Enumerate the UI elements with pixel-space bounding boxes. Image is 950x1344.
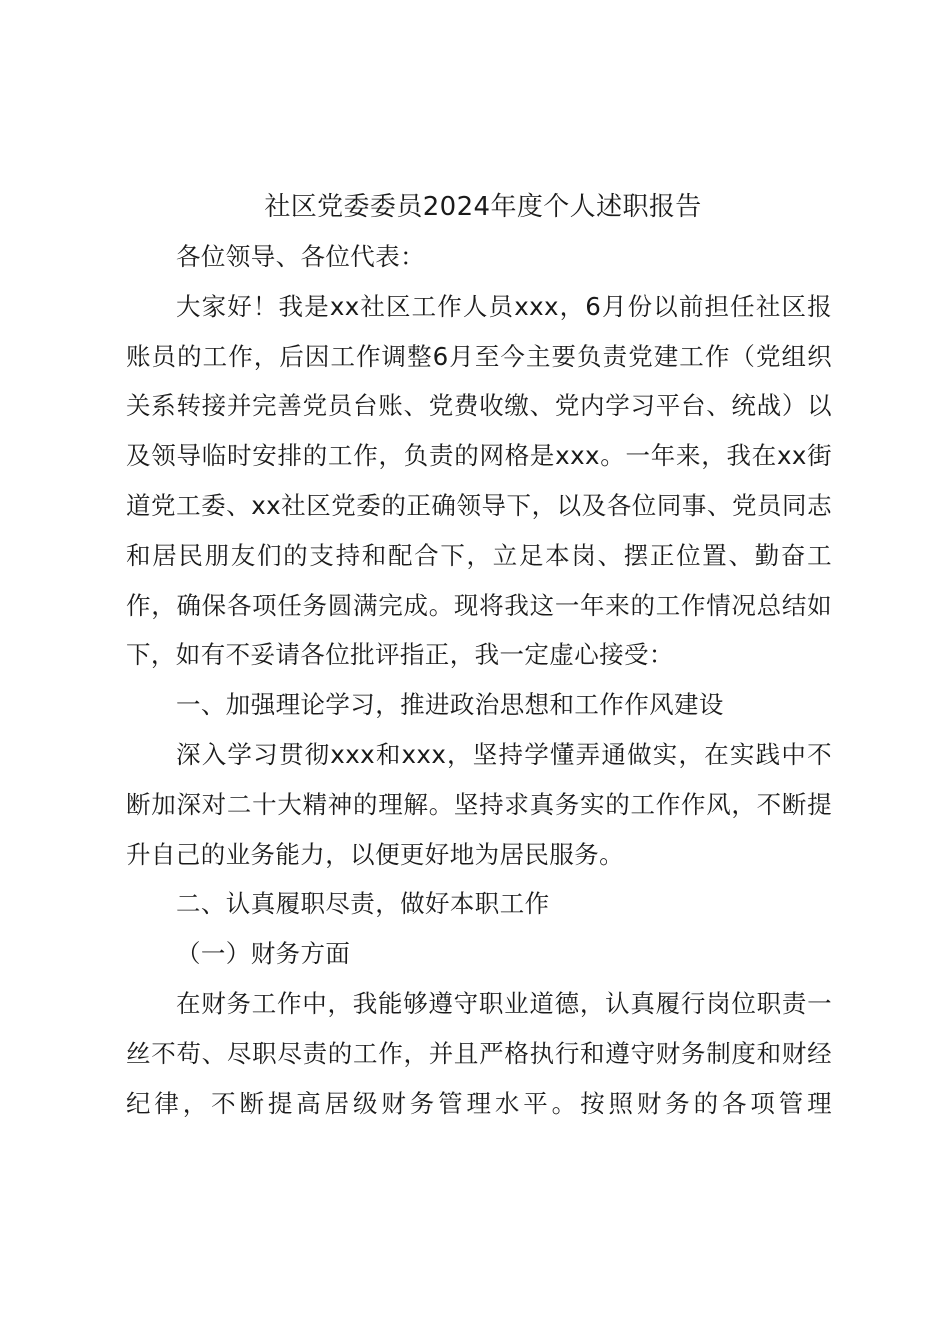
intro-paragraph: 大家好！我是xx社区工作人员xxx，6月份以前担任社区报账员的工作，后因工作调整6月至今主要负责党建工作（党组织关系转接并完善党员台账、党费收缴、党内学习平台、统战）以及领导临时安排的工作，负责的网格是xxx。一年来，我在xx街道党工委、xx社区党委的正确领导下，以及各位同事、党员同志和居民朋友们的支持和配合下，立足本岗、摆正位置、勤奋工作，确保各项任务圆满完成。现将我这一年来的工作情况总结如下，如有不妥请各位批评指正，我一定虚心接受： (126, 291, 832, 670)
greeting-paragraph: 各位领导、各位代表： (176, 242, 425, 271)
section-1-body: 深入学习贯彻xxx和xxx，坚持学懂弄通做实，在实践中不断加深对二十大精神的理解。坚持求真务实的工作作风，不断提升自己的业务能力，以便更好地为居民服务。 (126, 739, 832, 869)
document-title: 社区党委委员2024年度个人述职报告 (264, 192, 702, 222)
section-1-heading: 一、加强理论学习，推进政治思想和工作作风建设 (176, 690, 724, 720)
document-body (126, 182, 832, 1128)
section-2-heading: 二、认真履职尽责，做好本职工作 (176, 889, 550, 919)
subsection-1-heading: （一）财务方面 (176, 939, 351, 969)
subsection-1-body: 在财务工作中，我能够遵守职业道德，认真履行岗位职责一丝不苟、尽职尽责的工作，并且严格执行和遵守财务制度和财经纪律，不断提高居级财务管理水平。按照财务的各项管理 (126, 988, 832, 1118)
